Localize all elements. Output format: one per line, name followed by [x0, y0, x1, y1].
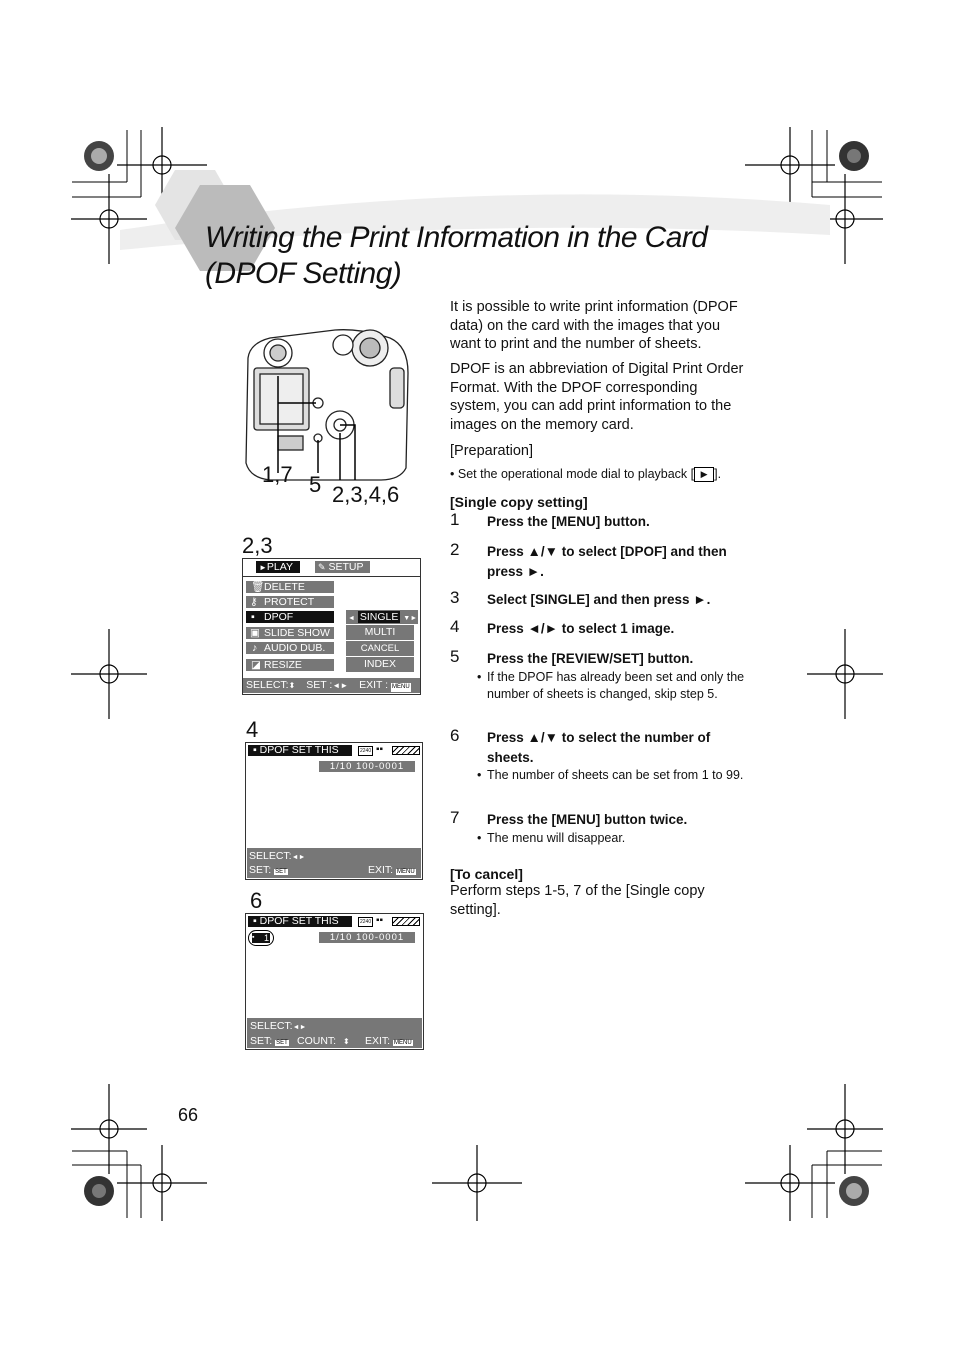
dpof-footer: SELECT:◄► SET: SET COUNT: ⬍ EXIT: MENU — [247, 1018, 422, 1048]
figure-label-2-3: 2,3 — [242, 533, 273, 558]
quality-icon: ▪▪ — [376, 915, 384, 926]
menu-icon: MENU — [394, 1040, 412, 1046]
step-1-number: 1 — [450, 510, 460, 529]
battery-icon — [392, 746, 420, 755]
camera-label-5: 5 — [309, 472, 322, 497]
size-badge: 2240 — [360, 919, 372, 925]
print-icon: ▪ — [251, 611, 255, 623]
playback-icon: ▶ — [694, 467, 714, 482]
menu-footer: SELECT:⬍ SET :◄► EXIT : MENU — [243, 678, 420, 693]
menu-tab-bar — [243, 559, 420, 577]
intro-paragraph-1: It is possible to write print information (DPOF data) on the card with the images that you want to print and the number of sheets. — [450, 299, 738, 352]
title-line-2: (DPOF Setting) — [205, 257, 402, 290]
image-counter: 1/10 100-0001 — [319, 932, 415, 943]
page-number: 66 — [178, 1105, 199, 1125]
intro-paragraph-2: DPOF is an abbreviation of Digital Print Order Format. With the DPOF corresponding system, you can add print information to the images on the memory card. — [450, 361, 744, 433]
camera-label-1-7: 1,7 — [262, 462, 293, 487]
step-5-text: Press the [REVIEW/SET] button. — [487, 651, 694, 666]
cancel-heading: [To cancel] — [450, 866, 523, 882]
menu-item-slide-show[interactable]: ▣ SLIDE SHOW — [246, 627, 334, 639]
option-multi[interactable]: MULTI — [346, 625, 414, 640]
step-4-text: Press ◄/► to select 1 image. — [487, 621, 675, 636]
menu-icon: MENU — [397, 869, 415, 875]
dpof-screen-step4 — [245, 742, 423, 880]
leftright-icon: ◄► — [292, 1024, 307, 1031]
key-icon: ⚷ — [250, 596, 258, 608]
step-7-text: Press the [MENU] button twice. — [487, 812, 688, 827]
wrench-icon: ✎ — [318, 562, 326, 572]
slideshow-icon: ▣ — [250, 627, 260, 639]
preparation-bullet: • Set the operational mode dial to playback [ ▶ ]. — [450, 467, 722, 481]
step-5-bullet: • If the DPOF has already been set and only the number of sheets is changed, skip step 5. — [477, 670, 745, 701]
menu-item-protect[interactable]: ⚷ PROTECT — [246, 596, 334, 608]
print-icon: ▪ — [252, 934, 255, 941]
set-icon: SET — [276, 1040, 288, 1046]
menu-item-audio-dub[interactable]: ♪ AUDIO DUB. — [246, 642, 334, 654]
step-6-bullet: • The number of sheets can be set from 1 to 99. — [477, 768, 744, 782]
figure-label-4: 4 — [246, 717, 259, 742]
set-icon: SET — [275, 869, 287, 875]
play-icon: ► — [259, 563, 267, 572]
dpof-footer: SELECT:◄► SET: SET EXIT: MENU — [247, 848, 421, 878]
battery-icon — [392, 917, 420, 926]
option-cancel[interactable]: CANCEL — [346, 641, 414, 656]
camera-label-2346: 2,3,4,6 — [332, 482, 400, 507]
quality-icon: ▪▪ — [376, 744, 384, 755]
leftright-icon: ◄► — [332, 681, 349, 690]
step-6-number: 6 — [450, 726, 460, 745]
arrows-icon: ▼► — [403, 615, 418, 622]
step-4-number: 4 — [450, 617, 460, 636]
leftright-icon: ◄► — [291, 854, 306, 861]
step-2-text: Press ▲/▼ to select [DPOF] and then press ►. — [487, 544, 727, 579]
step-3-number: 3 — [450, 588, 460, 607]
tab-play[interactable]: ►PLAY — [256, 561, 300, 573]
tab-setup[interactable]: ✎ SETUP — [315, 561, 370, 573]
updown-icon: ⬍ — [288, 681, 296, 690]
step-6-text: Press ▲/▼ to select the number of sheets. — [487, 730, 711, 765]
menu-item-delete[interactable]: 🗑 DELETE — [246, 581, 334, 593]
size-badge: 2240 — [360, 748, 372, 754]
mic-icon: ♪ — [252, 642, 258, 654]
step-5-number: 5 — [450, 647, 460, 666]
menu-item-dpof[interactable]: ▪ DPOF — [246, 611, 334, 623]
dpof-header: ▪ DPOF SET THIS — [248, 916, 352, 927]
step-7-bullet: • The menu will disappear. — [477, 831, 626, 845]
print-icon: ▪ — [253, 744, 257, 756]
arrow-left-icon: ◄ — [348, 615, 355, 622]
preparation-label: [Preparation] — [450, 443, 534, 459]
title-line-1: Writing the Print Information in the Card — [205, 221, 708, 254]
step-2-number: 2 — [450, 540, 460, 559]
updown-icon: ⬍ — [343, 1037, 350, 1046]
menu-screen — [242, 558, 421, 695]
cancel-text: Perform steps 1-5, 7 of the [Single copy setting]. — [450, 883, 705, 918]
menu-item-resize[interactable]: ◪ RESIZE — [246, 659, 334, 671]
print-icon: ▪ — [253, 915, 257, 927]
step-7-number: 7 — [450, 808, 460, 827]
page-title — [205, 220, 845, 292]
dpof-screen-step6 — [245, 913, 424, 1050]
figure-label-6: 6 — [250, 888, 263, 913]
menu-icon: MENU — [391, 684, 410, 690]
dpof-header: ▪ DPOF SET THIS — [248, 745, 352, 756]
option-single[interactable]: ◄ SINGLE ▼► — [348, 611, 418, 623]
trash-icon: 🗑 — [251, 581, 265, 593]
sheet-indicator: ▪ 1 — [248, 930, 274, 946]
step-1-text: Press the [MENU] button. — [487, 514, 650, 529]
image-counter: 1/10 100-0001 — [319, 761, 415, 772]
resize-icon: ◪ — [251, 659, 261, 671]
step-3-text: Select [SINGLE] and then press ►. — [487, 592, 711, 607]
single-copy-heading: [Single copy setting] — [450, 494, 588, 510]
option-index[interactable]: INDEX — [346, 657, 414, 672]
